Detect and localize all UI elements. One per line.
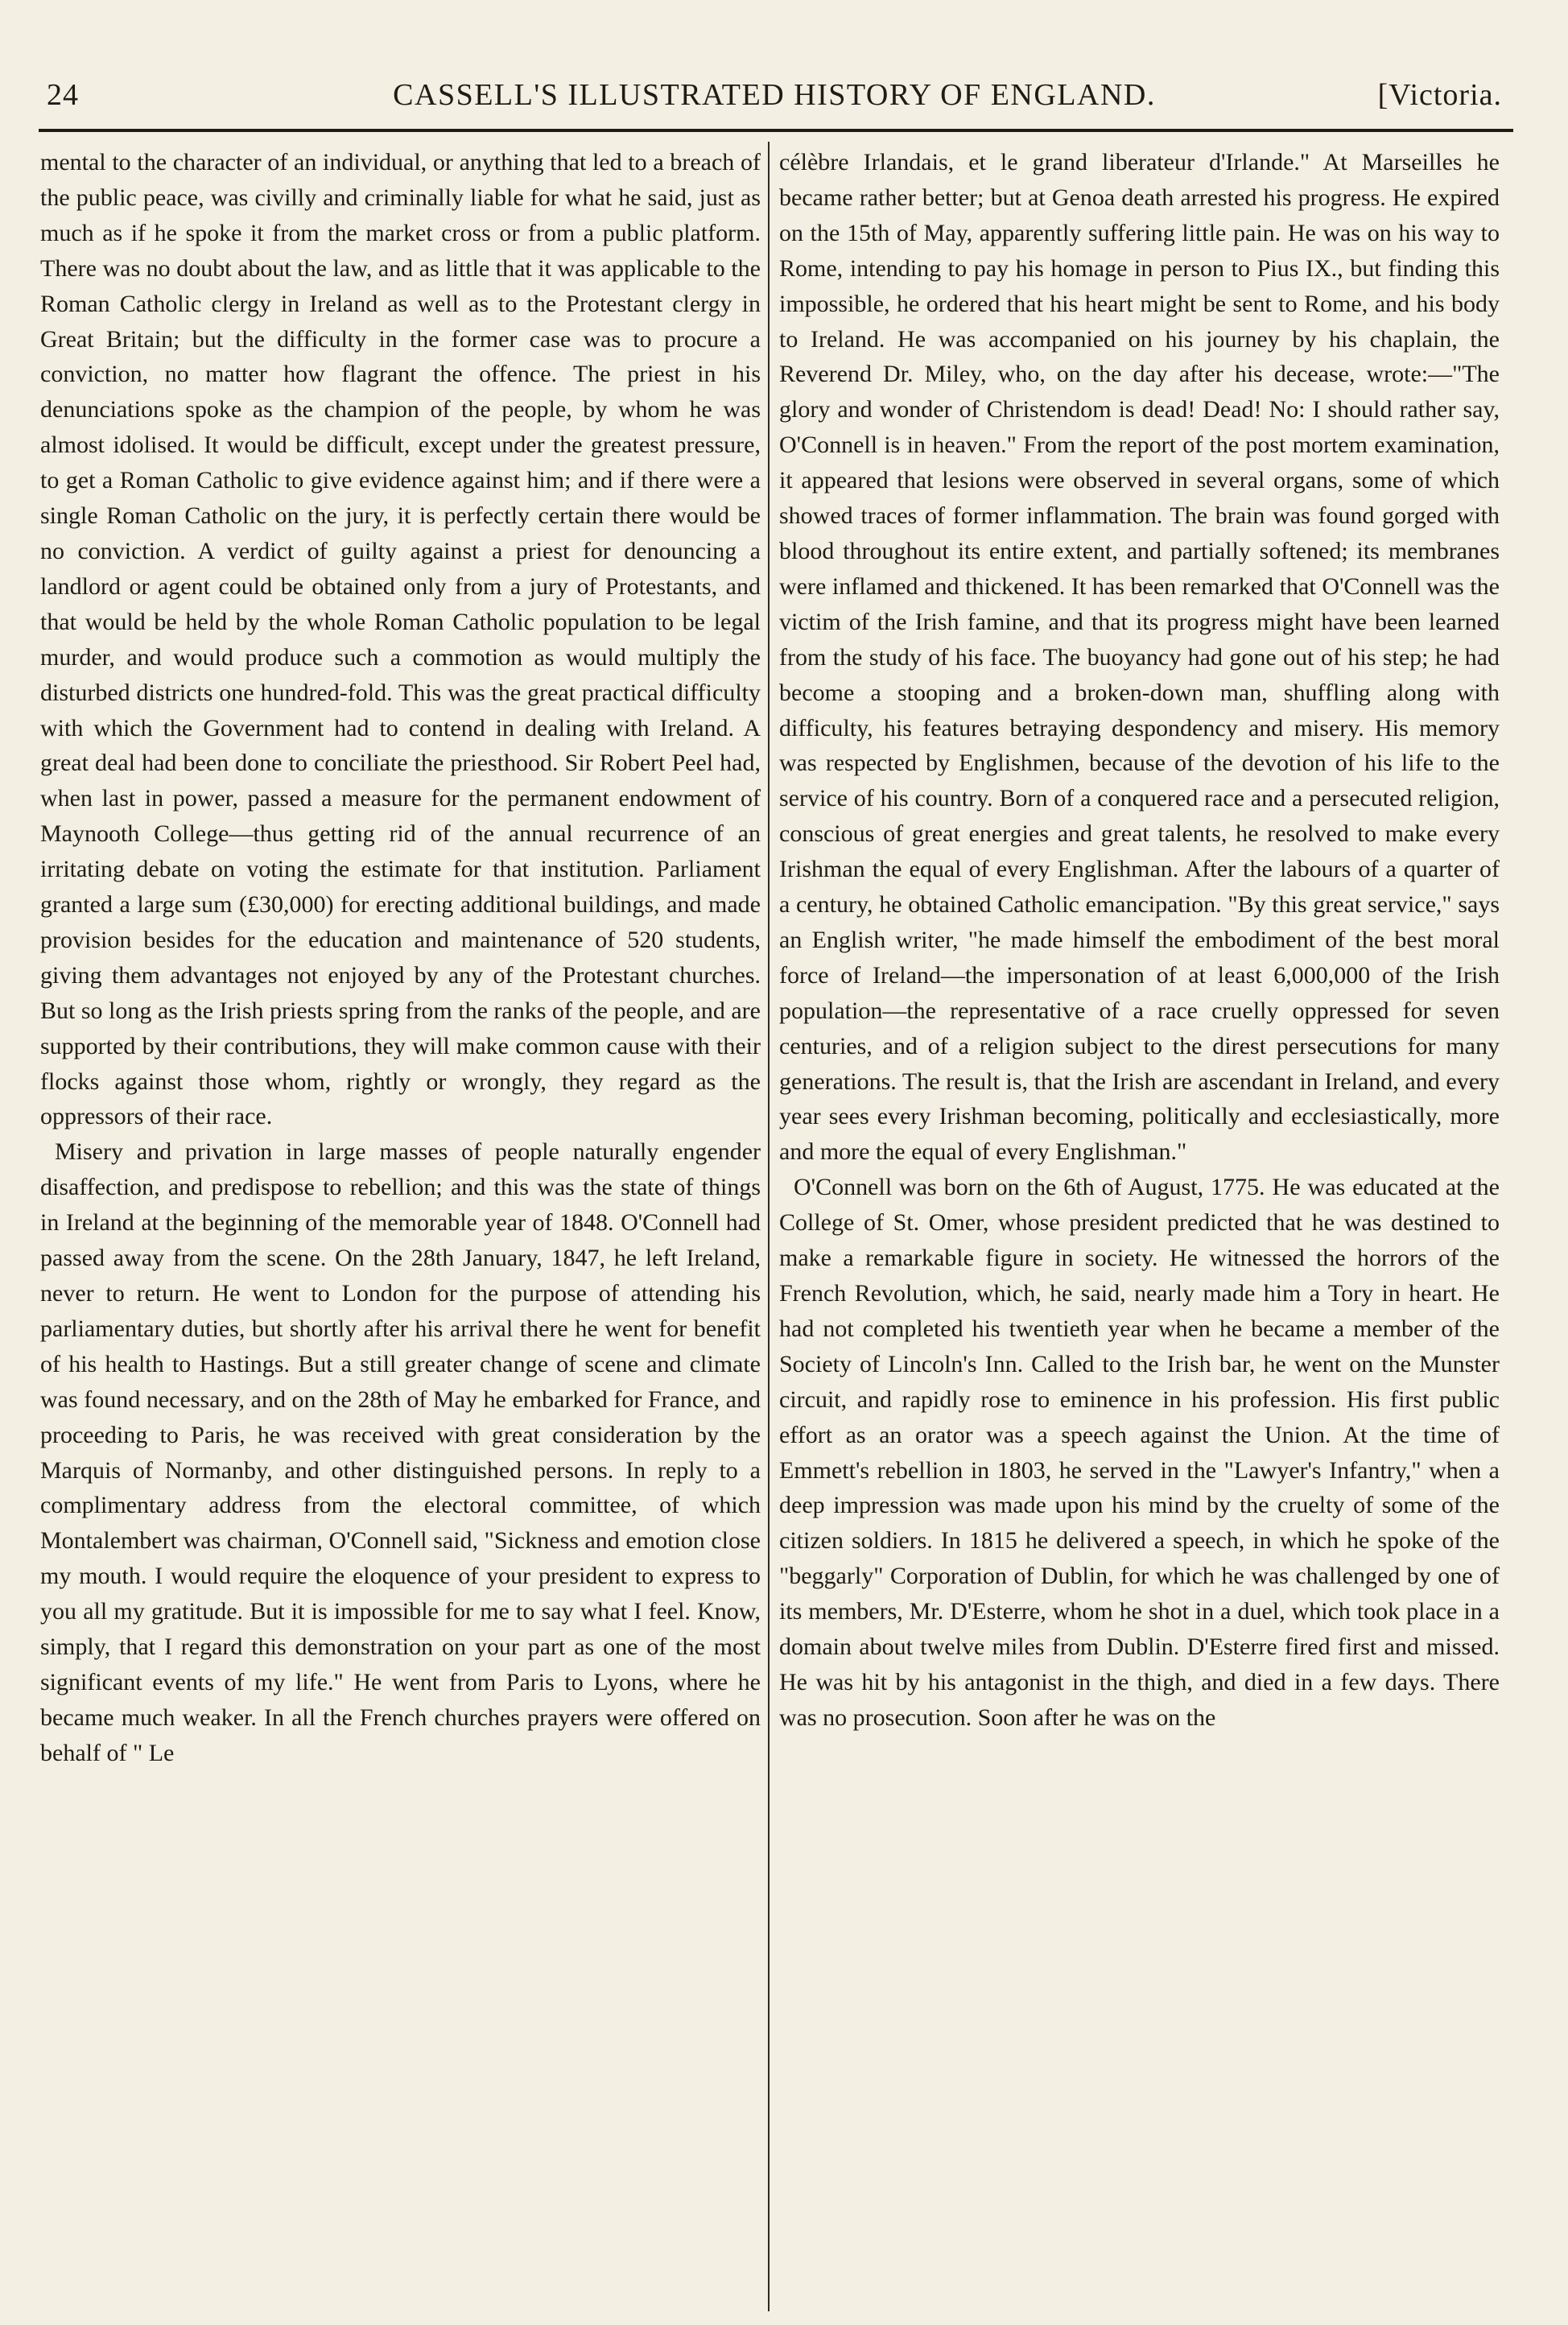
section-title: [Victoria.	[1377, 78, 1502, 112]
page-number: 24	[47, 78, 79, 112]
left-paragraph-2: Misery and privation in large masses of people naturally engender disaffection, and predispose to rebellion; and this was the state of things in Ireland at the beginning of the memorable year of 1848. O'Connell had passed away from the scene. On the 28th January, 1847, he left Ireland, never to return. He went to London for the purpose of attending his parliamentary duties, but shortly after his arrival there he went for benefit of his health to Hastings. But a still greater change of scene and climate was found necessary, and on the 28th of May he embarked for France, and proceeding to Paris, he was received with great consideration by the Marquis of Normanby, and other distinguished persons. In reply to a complimentary address from the electoral committee, of which Montalembert was chairman, O'Connell said, "Sickness and emotion close my mouth. I would require the eloquence of your president to express to you all my gratitude. But it is impossible for me to say what I feel. Know, simply, that I regard this demonstration on your part as one of the most significant events of my life." He went from Paris to Lyons, where he became much weaker. In all the French churches prayers were offered on behalf of " Le	[40, 1138, 761, 1766]
column-divider	[768, 142, 770, 2311]
book-title: CASSELL'S ILLUSTRATED HISTORY OF ENGLAND.	[393, 78, 1156, 112]
left-column	[40, 145, 761, 2311]
left-paragraph-1: mental to the character of an individual, or anything that led to a breach of the public peace, was civilly and criminally liable for what he said, just as much as if he spoke it from the market cross or from a public platform. There was no doubt about the law, and as little that it was applicable to the Roman Catholic clergy in Ireland as well as to the Protestant clergy in Great Britain; but the difficulty in the former case was to procure a conviction, no matter how flagrant the offence. The priest in his denunciations spoke as the champion of the people, by whom he was almost idolised. It would be difficult, except under the greatest pressure, to get a Roman Catholic to give evidence against him; and if there were a single Roman Catholic on the jury, it is perfectly certain there would be no conviction. A verdict of guilty against a priest for denouncing a landlord or agent could be obtained only from a jury of Protestants, and that would be held by the whole Roman Catholic population to be legal murder, and would produce such a commotion as would multiply the disturbed districts one hundred-fold. This was the great practical difficulty with which the Government had to contend in dealing with Ireland. A great deal had been done to conciliate the priesthood. Sir Robert Peel had, when last in power, passed a measure for the permanent endowment of Maynooth College—thus getting rid of the annual recurrence of an irritating debate on voting the estimate for that institution. Parliament granted a large sum (£30,000) for erecting additional buildings, and made provision besides for the education and maintenance of 520 students, giving them advantages not enjoyed by any of the Protestant churches. But so long as the Irish priests spring from the ranks of the people, and are supported by their contributions, they will make common cause with their flocks against those whom, rightly or wrongly, they regard as the oppressors of their race.	[40, 149, 761, 1130]
running-head	[47, 77, 1502, 119]
right-column	[779, 145, 1500, 2311]
right-paragraph-2: O'Connell was born on the 6th of August, 1775. He was educated at the College of St. Omer, whose president predicted that he was destined to make a remarkable figure in society. He witnessed the horrors of the French Revolution, which, he said, nearly made him a Tory in heart. He had not completed his twentieth year when he became a member of the Society of Lincoln's Inn. Called to the Irish bar, he went on the Munster circuit, and rapidly rose to eminence in his profession. His first public effort as an orator was a speech against the Union. At the time of Emmett's rebellion in 1803, he served in the "Lawyer's Infantry," when a deep impression was made upon his mind by the cruelty of some of the citizen soldiers. In 1815 he delivered a speech, in which he spoke of the "beggarly" Corporation of Dublin, for which he was challenged by one of its members, Mr. D'Esterre, whom he shot in a duel, which took place in a domain about twelve miles from Dublin. D'Esterre fired first and missed. He was hit by his antagonist in the thigh, and died in a few days. There was no prosecution. Soon after he was on the	[779, 1174, 1500, 1731]
right-paragraph-1: célèbre Irlandais, et le grand liberateur d'Irlande." At Marseilles he became rather better; but at Genoa death arrested his progress. He expired on the 15th of May, apparently suffering little pain. He was on his way to Rome, intending to pay his homage in person to Pius IX., but finding this impossible, he ordered that his heart might be sent to Rome, and his body to Ireland. He was accompanied on his journey by his chaplain, the Reverend Dr. Miley, who, on the day after his decease, wrote:—"The glory and wonder of Christendom is dead! Dead! No: I should rather say, O'Connell is in heaven." From the report of the post mortem examination, it appeared that lesions were observed in several organs, some of which showed traces of former inflammation. The brain was found gorged with blood throughout its entire extent, and partially softened; its membranes were inflamed and thickened. It has been remarked that O'Connell was the victim of the Irish famine, and that its progress might have been learned from the study of his face. The buoyancy had gone out of his step; he had become a stooping and a broken-down man, shuffling along with difficulty, his features betraying despondency and misery. His memory was respected by Englishmen, because of the devotion of his life to the service of his country. Born of a conquered race and a persecuted religion, conscious of great energies and great talents, he resolved to make every Irishman the equal of every Englishman. After the labours of a quarter of a century, he obtained Catholic emancipation. "By this great service," says an English writer, "he made himself the embodiment of the best moral force of Ireland—the impersonation of at least 6,000,000 of the Irish population—the representative of a race cruelly oppressed for seven centuries, and of a religion subject to the direst persecutions for many generations. The result is, that the Irish are ascendant in Ireland, and every year sees every Irishman becoming, politically and ecclesiastically, more and more the equal of every Englishman."	[779, 149, 1500, 1166]
header-rule	[39, 129, 1513, 132]
